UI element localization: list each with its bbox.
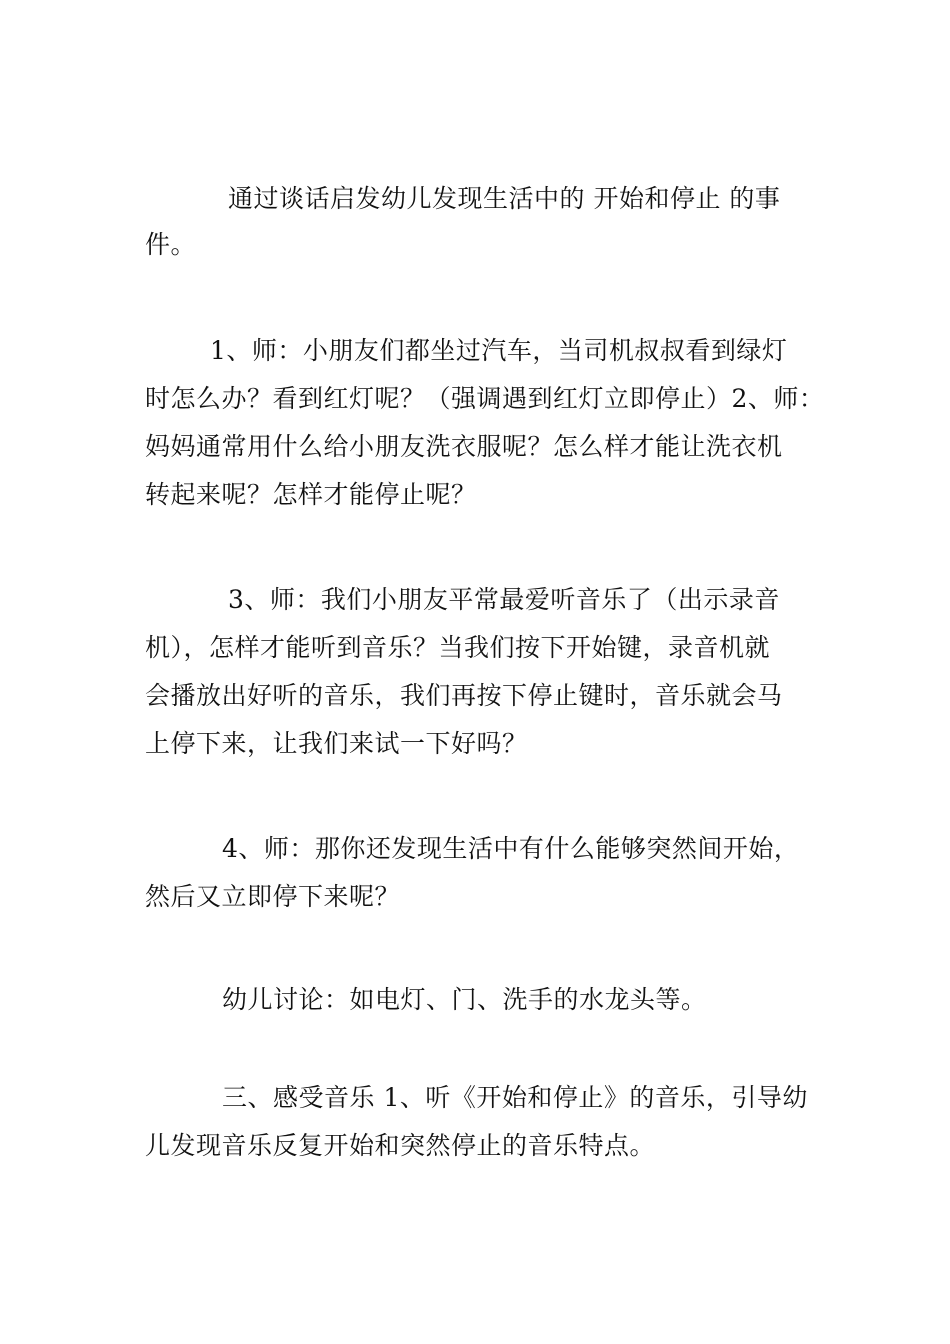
paragraph-5-line-1: 幼儿讨论：如电灯、门、洗手的水龙头等。 bbox=[222, 985, 707, 1014]
paragraph-3-line-4: 上停下来，让我们来试一下好吗？ bbox=[145, 729, 528, 758]
paragraph-2-line-2: 时怎么办？看到红灯呢？（强调遇到红灯立即停止）2、师： bbox=[145, 384, 825, 413]
paragraph-3-line-3: 会播放出好听的音乐，我们再按下停止键时，音乐就会马 bbox=[145, 681, 783, 710]
paragraph-6-line-2: 儿发现音乐反复开始和突然停止的音乐特点。 bbox=[145, 1131, 656, 1160]
paragraph-1-line-2: 件。 bbox=[145, 230, 197, 259]
paragraph-4-line-2: 然后又立即停下来呢？ bbox=[145, 882, 401, 911]
paragraph-2-line-3: 妈妈通常用什么给小朋友洗衣服呢？怎么样才能让洗衣机 bbox=[145, 432, 783, 461]
paragraph-4-line-1: 4、师：那你还发现生活中有什么能够突然间开始， bbox=[222, 834, 800, 863]
paragraph-3-line-1: 3、师：我们小朋友平常最爱听音乐了（出示录音 bbox=[228, 585, 780, 614]
paragraph-1-line-1: 通过谈话启发幼儿发现生活中的 开始和停止 的事 bbox=[228, 184, 781, 213]
paragraph-2-line-4: 转起来呢？怎样才能停止呢？ bbox=[145, 480, 477, 509]
paragraph-3-line-2: 机），怎样才能听到音乐？当我们按下开始键，录音机就 bbox=[145, 633, 771, 662]
paragraph-2-line-1: 1、师：小朋友们都坐过汽车，当司机叔叔看到绿灯 bbox=[210, 336, 788, 365]
paragraph-6-line-1: 三、感受音乐 1、听《开始和停止》的音乐，引导幼 bbox=[222, 1083, 808, 1112]
